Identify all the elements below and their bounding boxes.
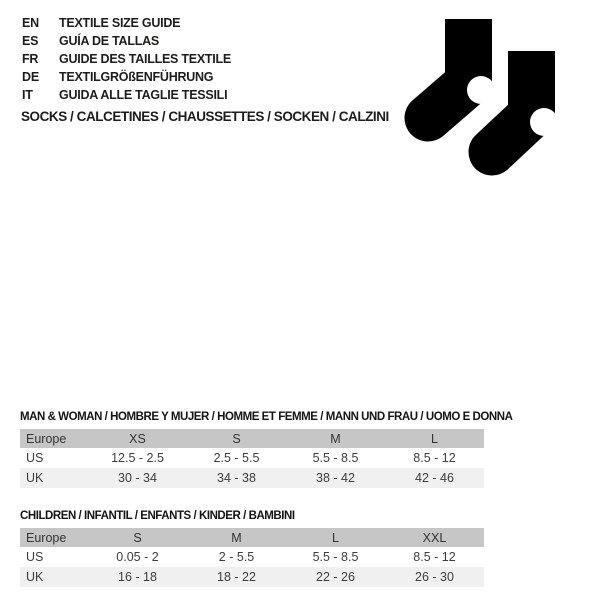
size-range-cell: 34 - 38 [187,468,286,488]
column-header: M [286,429,385,448]
language-code: FR [22,52,39,66]
column-header: S [187,429,286,448]
language-label: GUÍA DE TALLAS [59,34,159,48]
table-row [20,448,484,468]
product-category-line: SOCKS / CALCETINES / CHAUSSETTES / SOCKEN / CALZINI [21,109,389,124]
language-row [22,14,231,32]
column-header: M [187,528,286,547]
size-range-cell: 2 - 5.5 [187,547,286,567]
size-table [20,429,484,488]
size-range-cell: 2.5 - 5.5 [187,448,286,468]
size-range-cell: 26 - 30 [385,567,484,587]
column-header: XXL [385,528,484,547]
sock-left-icon [428,19,495,118]
column-header: L [286,528,385,547]
language-row [22,50,231,68]
region-label: US [20,448,88,468]
size-range-cell: 8.5 - 12 [385,448,484,468]
region-label: UK [20,567,88,587]
size-table-men-women [20,411,513,488]
size-range-cell: 30 - 34 [88,468,187,488]
sock-right-icon [492,51,558,152]
language-code: EN [22,16,39,30]
socks-icon [404,10,570,188]
language-code: DE [22,70,39,84]
size-range-cell: 12.5 - 2.5 [88,448,187,468]
language-label: TEXTILE SIZE GUIDE [59,16,181,30]
column-header: Europe [20,429,88,448]
language-label: TEXTILGRÖßENFÜHRUNG [59,70,214,84]
size-range-cell: 5.5 - 8.5 [286,547,385,567]
region-label: US [20,547,88,567]
table-header-row [20,528,484,547]
column-header: Europe [20,528,88,547]
language-label: GUIDA ALLE TAGLIE TESSILI [59,88,228,102]
size-range-cell: 5.5 - 8.5 [286,448,385,468]
table-row [20,468,484,488]
size-range-cell: 0.05 - 2 [88,547,187,567]
language-row [22,86,231,104]
column-header: XS [88,429,187,448]
column-header: L [385,429,484,448]
table-title: CHILDREN / INFANTIL / ENFANTS / KINDER / BAMBINI [20,510,295,522]
table-row [20,567,484,587]
size-range-cell: 8.5 - 12 [385,547,484,567]
language-code: ES [22,34,39,48]
language-list [22,14,231,104]
table-title: MAN & WOMAN / HOMBRE Y MUJER / HOMME ET FEMME / MANN UND FRAU / UOMO E DONNA [20,411,513,423]
region-label: UK [20,468,88,488]
size-range-cell: 22 - 26 [286,567,385,587]
language-label: GUIDE DES TAILLES TEXTILE [59,52,232,66]
table-row [20,547,484,567]
size-range-cell: 38 - 42 [286,468,385,488]
size-range-cell: 18 - 22 [187,567,286,587]
size-range-cell: 42 - 46 [385,468,484,488]
language-code: IT [22,88,33,102]
size-table [20,528,484,587]
column-header: S [88,528,187,547]
language-row [22,68,231,86]
table-header-row [20,429,484,448]
size-range-cell: 16 - 18 [88,567,187,587]
language-row [22,32,231,50]
size-table-children [20,510,484,587]
